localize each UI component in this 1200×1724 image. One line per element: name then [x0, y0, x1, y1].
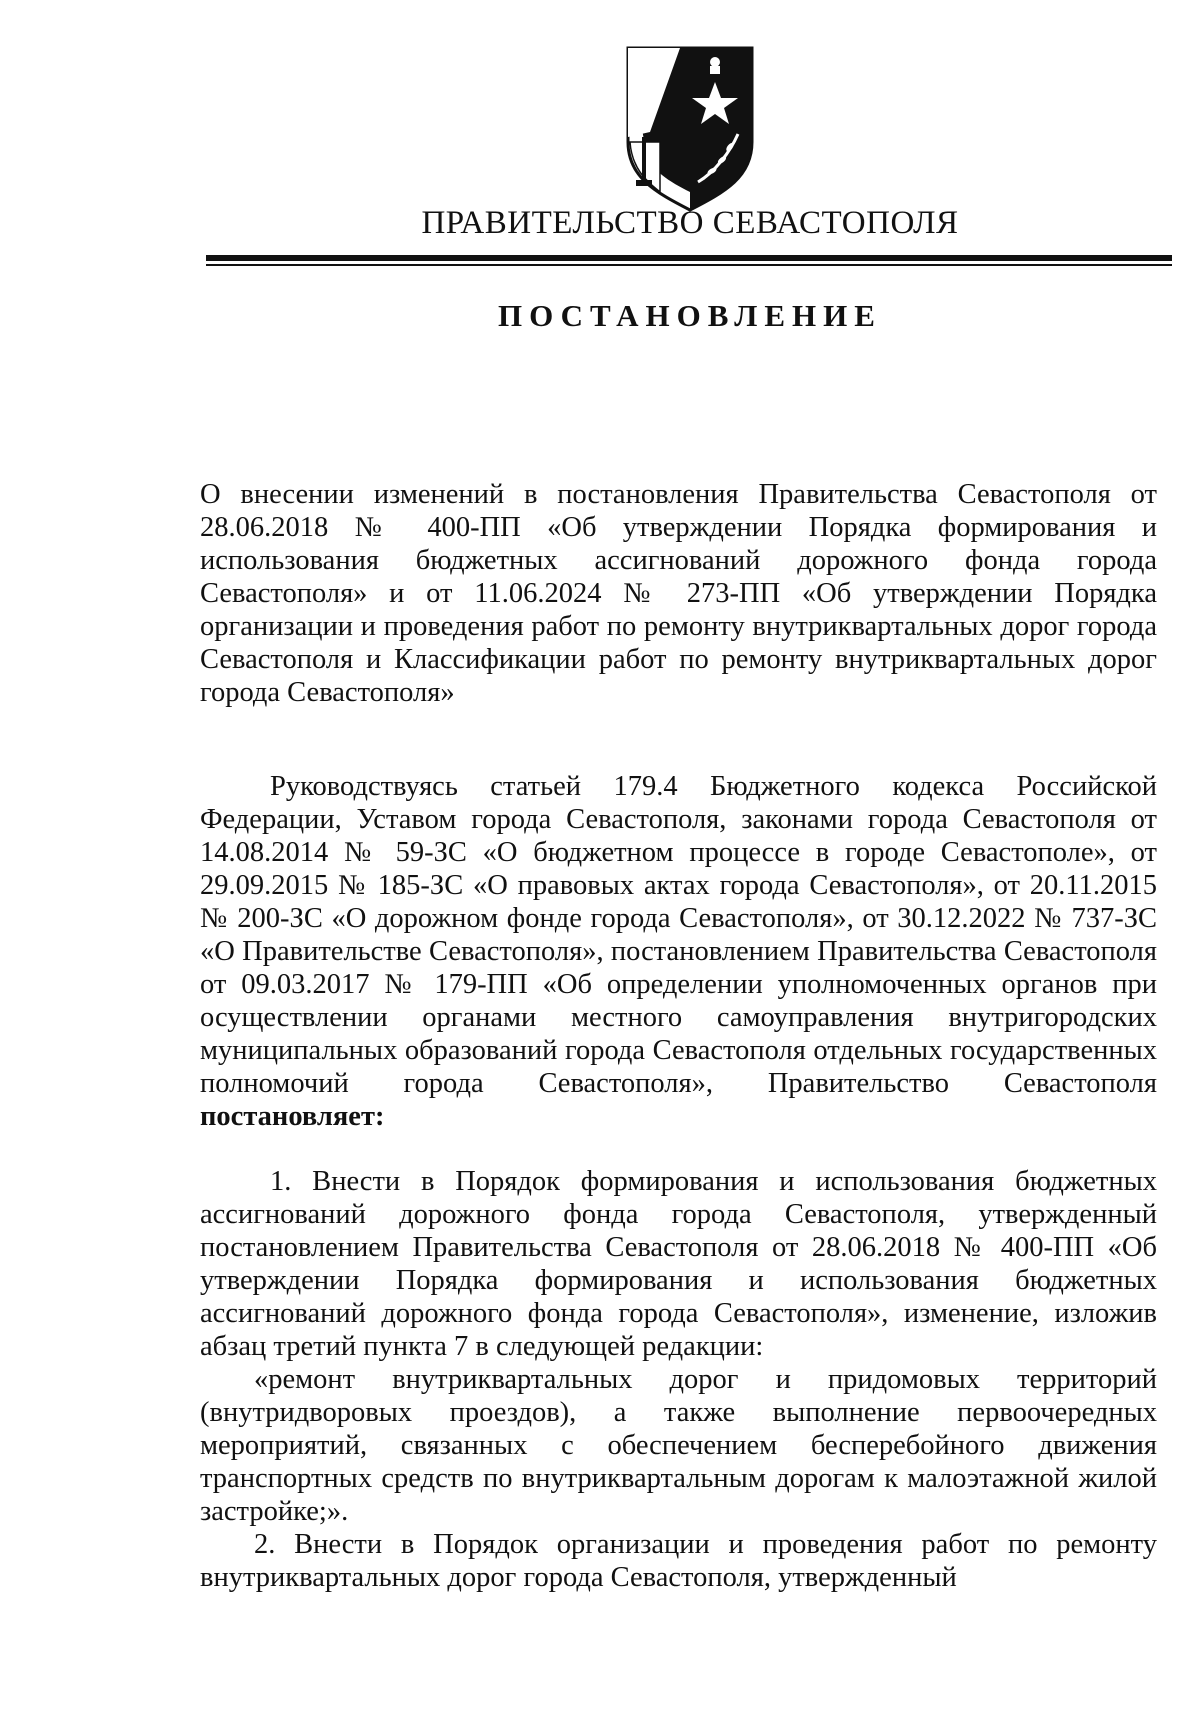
item-1-quote: «ремонт внутриквартальных дорог и придомовых территорий (внутридворовых проездов), а также выполнение первоочередных мероприятий, связанных с обеспечением бесперебойного движения транспортных средств по внутриквартальным дорогам к малоэтажной жилой застройке;».	[200, 1364, 1157, 1527]
preamble-text: Руководствуясь статьей 179.4 Бюджетного кодекса Российской Федерации, Уставом города Севастополя, законами города Севастополя от 14.08.2014 № 59-ЗС «О бюджетном процессе в городе Севастополе», от 29.09.2015 № 185-ЗС «О правовых актах города Севастополя», от 20.11.2015 № 200-ЗС «О дорожном фонде города Севастополя», от 30.12.2022 № 737-ЗС «О Правительстве Севастополя», постановлением Правительства Севастополя от 09.03.2017 № 179-ПП «Об определении уполномоченных органов при осуществлении органами местного самоуправления внутригородских муниципальных образований города Севастополя отдельных государственных полномочий города Севастополя», Правительство Севастополя	[200, 771, 1157, 1099]
preamble-paragraph	[200, 770, 1157, 1133]
organization-name: ПРАВИТЕЛЬСТВО СЕВАСТОПОЛЯ	[421, 205, 959, 241]
item-1-paragraph: 1. Внести в Порядок формирования и использования бюджетных ассигнований дорожного фонда города Севастополя, утвержденный постановлением Правительства Севастополя от 28.06.2018 № 400-ПП «Об утверждении Порядка формирования и использования бюджетных ассигнований дорожного фонда города Севастополя», изменение, изложив абзац третий пункта 7 в следующей редакции:	[200, 1166, 1157, 1362]
header-divider-thick	[206, 255, 1172, 261]
coat-of-arms-icon	[620, 42, 760, 212]
header-divider-thin	[206, 264, 1172, 266]
document-title: О внесении изменений в постановления Правительства Севастополя от 28.06.2018 № 400-ПП «Об утверждении Порядка формирования и использования бюджетных ассигнований дорожного фонда города Севастополя» и от 11.06.2024 № 273-ПП «Об утверждении Порядка организации и проведения работ по ремонту внутриквартальных дорог города Севастополя и Классификации работ по ремонту внутриквартальных дорог города Севастополя»	[200, 479, 1157, 708]
decree-word: постановляет:	[200, 1101, 385, 1132]
item-2-paragraph: 2. Внести в Порядок организации и проведения работ по ремонту внутриквартальных дорог города Севастополя, утвержденный	[200, 1529, 1157, 1593]
document-type-heading: ПОСТАНОВЛЕНИЕ	[498, 298, 882, 333]
